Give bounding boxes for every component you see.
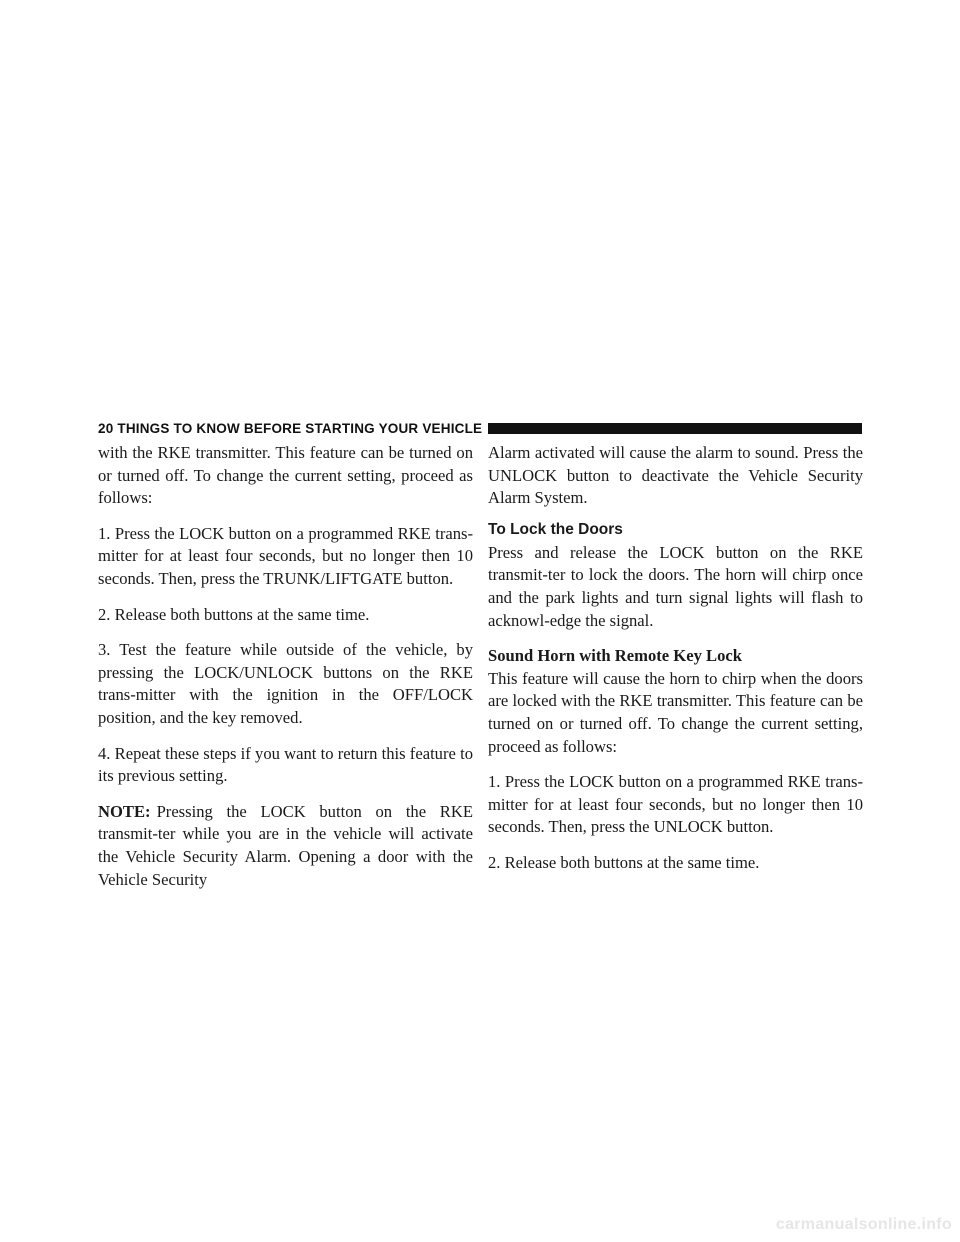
subsection-heading-sound-horn: Sound Horn with Remote Key Lock <box>488 646 742 666</box>
step-3: 3. Test the feature while outside of the vehicle, by pressing the LOCK/UNLOCK buttons on the RKE trans-mitter with the ignition in the OFF/LOCK position, and the key removed. <box>98 640 473 727</box>
lock-doors-paragraph: Press and release the LOCK button on the RKE transmit-ter to lock the doors. The horn will chirp once and the park lights and turn signal lights will flash to acknowl-edge the signal. <box>488 542 863 630</box>
horn-step-2: 2. Release both buttons at the same time. <box>488 852 760 872</box>
note-label: NOTE: <box>98 801 151 821</box>
watermark: carmanualsonline.info <box>775 1216 952 1233</box>
right-column <box>488 442 863 888</box>
sound-horn-paragraph: This feature will cause the horn to chirp when the doors are locked with the RKE transmitter. This feature can be turned on or turned off. To change the current setting, proceed as follows: <box>488 668 863 756</box>
header-rule <box>488 423 862 434</box>
step-2: 2. Release both buttons at the same time. <box>98 604 370 624</box>
note-paragraph <box>98 801 473 891</box>
intro-paragraph: with the RKE transmitter. This feature can be turned on or turned off. To change the current setting, proceed as follows: <box>98 443 473 508</box>
chapter-title: THINGS TO KNOW BEFORE STARTING YOUR VEHICLE <box>117 420 483 436</box>
horn-step-1: 1. Press the LOCK button on a programmed RKE trans-mitter for at least four seconds, but no longer then 10 seconds. Then, press the UNLOCK button. <box>488 772 863 837</box>
left-column <box>98 442 473 904</box>
step-1: 1. Press the LOCK button on a programmed RKE trans-mitter for at least four seconds, but no longer then 10 seconds. Then, press the TRUNK/LIFTGATE button. <box>98 523 473 588</box>
page-number: 20 <box>98 420 114 436</box>
step-4: 4. Repeat these steps if you want to return this feature to its previous setting. <box>98 743 473 786</box>
continuation-paragraph: Alarm activated will cause the alarm to sound. Press the UNLOCK button to deactivate the Vehicle Security Alarm System. <box>488 443 863 508</box>
page-header <box>98 418 862 438</box>
note-text: Pressing the LOCK button on the RKE transmit-ter while you are in the vehicle will activate the Vehicle Security Alarm. Opening a door with the Vehicle Security <box>98 801 473 889</box>
page-header-title <box>98 421 482 436</box>
section-heading-lock-doors: To Lock the Doors <box>488 520 623 538</box>
